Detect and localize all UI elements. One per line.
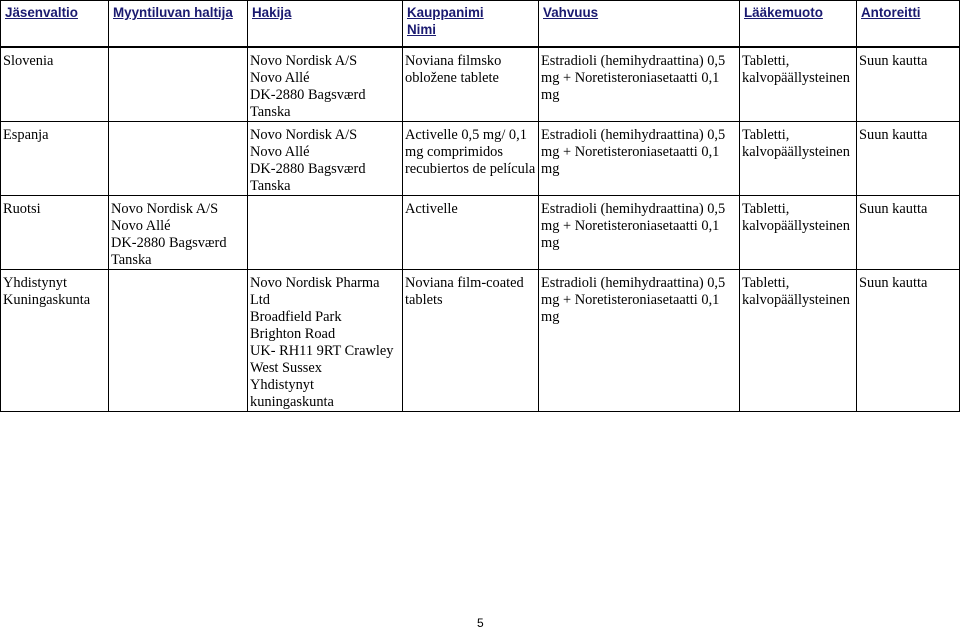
header-applicant: Hakija <box>248 1 403 48</box>
cell-member-state: Espanja <box>1 122 109 196</box>
table-row <box>1 196 960 270</box>
cell-route: Suun kautta <box>857 47 960 122</box>
cell-route: Suun kautta <box>857 270 960 412</box>
cell-trade-name: Noviana filmsko obložene tablete <box>403 47 539 122</box>
cell-applicant <box>248 196 403 270</box>
cell-member-state: Yhdistynyt Kuningaskunta <box>1 270 109 412</box>
cell-applicant: Novo Nordisk A/S Novo Allé DK-2880 Bagsværd Tanska <box>248 47 403 122</box>
cell-holder <box>109 270 248 412</box>
cell-form: Tabletti, kalvopäällysteinen <box>740 122 857 196</box>
cell-holder <box>109 47 248 122</box>
header-trade-name: Kauppanimi Nimi <box>403 1 539 48</box>
cell-strength: Estradioli (hemihydraattina) 0,5 mg + Noretisteroniasetaatti 0,1 mg <box>539 196 740 270</box>
cell-holder <box>109 122 248 196</box>
cell-holder: Novo Nordisk A/S Novo Allé DK-2880 Bagsværd Tanska <box>109 196 248 270</box>
page-number: 5 <box>477 616 484 630</box>
header-holder: Myyntiluvan haltija <box>109 1 248 48</box>
table-header-row <box>1 1 960 48</box>
cell-trade-name: Activelle 0,5 mg/ 0,1 mg comprimidos recubiertos de película <box>403 122 539 196</box>
cell-trade-name: Noviana film-coated tablets <box>403 270 539 412</box>
cell-applicant: Novo Nordisk Pharma Ltd Broadfield Park Brighton Road UK- RH11 9RT Crawley West Sussex Yhdistynyt kuningaskunta <box>248 270 403 412</box>
cell-form: Tabletti, kalvopäällysteinen <box>740 47 857 122</box>
header-form: Lääkemuoto <box>740 1 857 48</box>
cell-member-state: Ruotsi <box>1 196 109 270</box>
header-route: Antoreitti <box>857 1 960 48</box>
cell-form: Tabletti, kalvopäällysteinen <box>740 270 857 412</box>
cell-trade-name: Activelle <box>403 196 539 270</box>
header-strength: Vahvuus <box>539 1 740 48</box>
table-row <box>1 47 960 122</box>
cell-route: Suun kautta <box>857 122 960 196</box>
table-row <box>1 122 960 196</box>
cell-strength: Estradioli (hemihydraattina) 0,5 mg + Noretisteroniasetaatti 0,1 mg <box>539 47 740 122</box>
cell-route: Suun kautta <box>857 196 960 270</box>
cell-strength: Estradioli (hemihydraattina) 0,5 mg + Noretisteroniasetaatti 0,1 mg <box>539 122 740 196</box>
cell-member-state: Slovenia <box>1 47 109 122</box>
cell-strength: Estradioli (hemihydraattina) 0,5 mg + Noretisteroniasetaatti 0,1 mg <box>539 270 740 412</box>
table-row <box>1 270 960 412</box>
cell-form: Tabletti, kalvopäällysteinen <box>740 196 857 270</box>
cell-applicant: Novo Nordisk A/S Novo Allé DK-2880 Bagsværd Tanska <box>248 122 403 196</box>
header-member-state: Jäsenvaltio <box>1 1 109 48</box>
